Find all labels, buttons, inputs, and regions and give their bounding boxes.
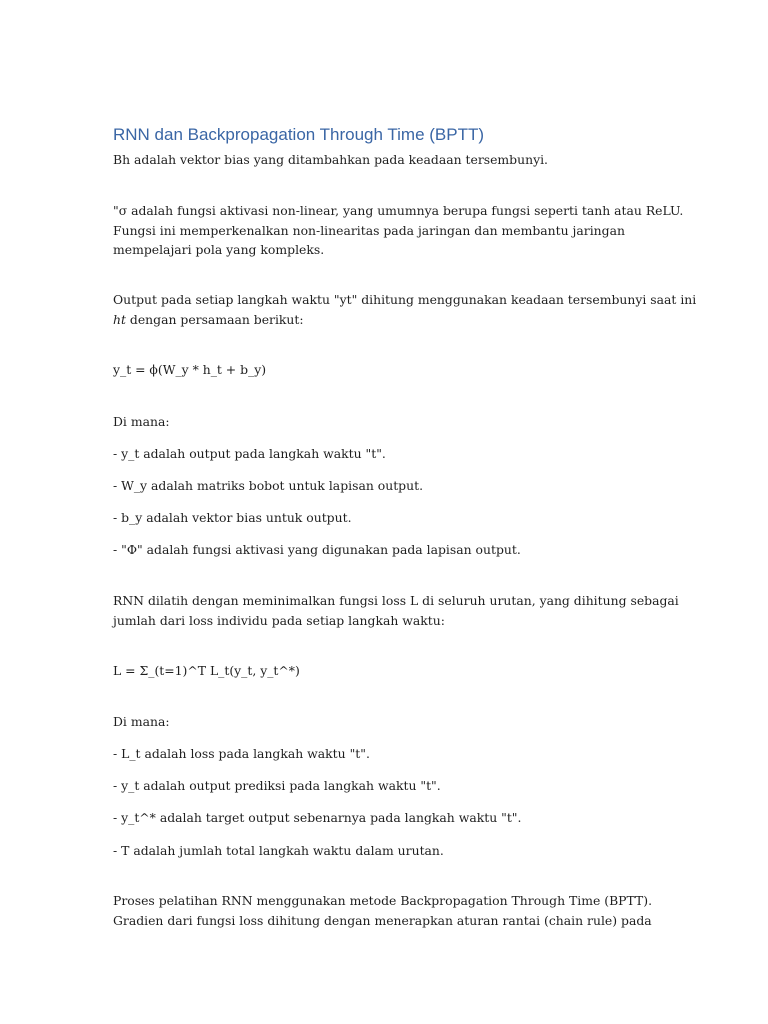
list-item: - W_y adalah matriks bobot untuk lapisan output. <box>113 478 424 493</box>
paragraph-line: RNN dilatih dengan meminimalkan fungsi loss L di seluruh urutan, yang dihitung sebagai <box>113 593 679 608</box>
document-title: RNN dan Backpropagation Through Time (BPTT) <box>113 125 485 144</box>
paragraph-training-loss <box>113 591 679 630</box>
equation-loss: L = Σ_(t=1)^T L_t(y_t, y_t^*) <box>113 663 300 678</box>
paragraph-line: Proses pelatihan RNN menggunakan metode Backpropagation Through Time (BPTT). <box>113 893 653 908</box>
paragraph-line-rest: dengan persamaan berikut: <box>125 311 304 327</box>
paragraph-line: Gradien dari fungsi loss dihitung dengan menerapkan aturan rantai (chain rule) pada <box>113 912 652 928</box>
paragraph-line <box>113 310 696 330</box>
list-item: - T adalah jumlah total langkah waktu dalam urutan. <box>113 843 444 858</box>
where-label-1: Di mana: <box>113 414 170 429</box>
paragraph-bias-vector: Bh adalah vektor bias yang ditambahkan pada keadaan tersembunyi. <box>113 152 548 167</box>
hidden-state-symbol: ht <box>113 311 126 327</box>
list-item: - y_t^* adalah target output sebenarnya pada langkah waktu "t". <box>113 810 522 825</box>
paragraph-line: jumlah dari loss individu pada setiap langkah waktu: <box>113 612 445 628</box>
paragraph-line: Output pada setiap langkah waktu "yt" dihitung menggunakan keadaan tersembunyi saat ini <box>113 292 697 307</box>
paragraph-output-step <box>113 290 696 329</box>
equation-output: y_t = ϕ(W_y * h_t + b_y) <box>113 362 267 377</box>
list-item: - "Φ" adalah fungsi aktivasi yang digunakan pada lapisan output. <box>113 542 521 557</box>
paragraph-line: "σ adalah fungsi aktivasi non-linear, yang umumnya berupa fungsi seperti tanh atau ReLU. <box>113 203 684 218</box>
list-item: - L_t adalah loss pada langkah waktu "t". <box>113 746 370 761</box>
paragraph-activation-function <box>113 201 683 260</box>
where-label-2: Di mana: <box>113 714 170 729</box>
list-item: - y_t adalah output prediksi pada langkah waktu "t". <box>113 778 441 793</box>
paragraph-line: mempelajari pola yang kompleks. <box>113 242 325 257</box>
list-item: - y_t adalah output pada langkah waktu "t". <box>113 446 386 461</box>
paragraph-line: Fungsi ini memperkenalkan non-linearitas pada jaringan dan membantu jaringan <box>113 222 625 238</box>
paragraph-bptt-process <box>113 891 652 930</box>
list-item: - b_y adalah vektor bias untuk output. <box>113 510 352 525</box>
